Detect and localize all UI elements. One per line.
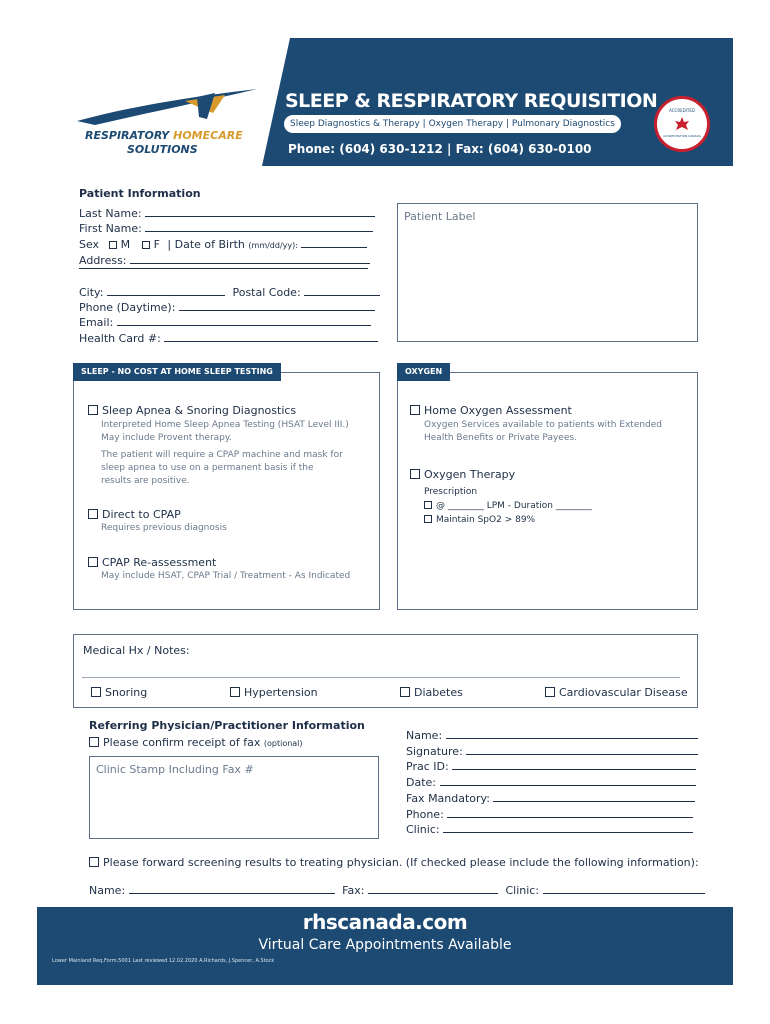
badge-bottom-text: ACCREDITATION CANADA xyxy=(663,134,701,138)
confirm-fax-checkbox[interactable] xyxy=(89,737,99,747)
patient-label-box[interactable] xyxy=(397,203,698,342)
physician-name-field[interactable] xyxy=(446,738,698,739)
prac-id-label: Prac ID: xyxy=(406,760,449,774)
forward-fax-label: Fax: xyxy=(342,884,365,897)
page-title: SLEEP & RESPIRATORY REQUISITION xyxy=(285,90,658,112)
first-name-label: First Name: xyxy=(79,222,142,235)
patient-label-text: Patient Label xyxy=(404,210,476,223)
email-label: Email: xyxy=(79,316,114,329)
signature-field[interactable] xyxy=(466,754,698,755)
dob-format: (mm/dd/yy): xyxy=(248,241,298,250)
oxygen-therapy-title: Oxygen Therapy xyxy=(424,468,516,481)
cardiovascular-checkbox[interactable] xyxy=(545,687,555,697)
city-label: City: xyxy=(79,286,104,299)
forward-results-text: Please forward screening results to treating physician. (If checked please include the following information): xyxy=(103,856,699,869)
physician-clinic-label: Clinic: xyxy=(406,823,440,837)
diabetes-checkbox[interactable] xyxy=(400,687,410,697)
first-name-field[interactable] xyxy=(145,231,373,232)
sleep-apnea-title: Sleep Apnea & Snoring Diagnostics xyxy=(102,404,297,417)
sleep-section-tag: SLEEP - NO COST AT HOME SLEEP TESTING xyxy=(73,363,281,381)
spo2-text: Maintain SpO2 > 89% xyxy=(436,515,536,525)
clinic-stamp-text: Clinic Stamp Including Fax # xyxy=(96,763,254,776)
hypertension-label: Hypertension xyxy=(244,686,318,699)
confirm-fax-optional: (optional) xyxy=(263,739,303,748)
email-field[interactable] xyxy=(117,325,371,326)
sex-female-checkbox[interactable] xyxy=(142,241,150,249)
city-field[interactable] xyxy=(107,295,225,296)
direct-cpap-title: Direct to CPAP xyxy=(102,508,181,521)
dob-label: | Date of Birth xyxy=(167,238,245,251)
phone-field[interactable] xyxy=(179,310,375,311)
direct-cpap-desc: Requires previous diagnosis xyxy=(101,523,227,533)
forward-clinic-field[interactable] xyxy=(543,893,705,894)
medical-notes-label: Medical Hx / Notes: xyxy=(83,644,190,657)
forward-clinic-label: Clinic: xyxy=(505,884,540,897)
postal-code-field[interactable] xyxy=(304,295,380,296)
medical-notes-field[interactable] xyxy=(82,677,680,678)
sex-label: Sex xyxy=(79,238,100,251)
address-field[interactable] xyxy=(130,263,370,264)
subtitle-text: Sleep Diagnostics & Therapy | Oxygen Therapy | Pulmonary Diagnostics xyxy=(290,119,615,129)
company-logo xyxy=(75,85,265,160)
cardiovascular-label: Cardiovascular Disease xyxy=(559,686,688,699)
cpap-reassessment-title: CPAP Re-assessment xyxy=(102,556,217,569)
physician-section-title: Referring Physician/Practitioner Information xyxy=(89,719,365,732)
health-card-field[interactable] xyxy=(164,341,378,342)
snoring-checkbox[interactable] xyxy=(91,687,101,697)
logo-text-homecare: HOMECARE xyxy=(173,129,243,142)
direct-cpap-checkbox[interactable] xyxy=(88,509,98,519)
date-label: Date: xyxy=(406,776,436,790)
sleep-apnea-desc-5: results are positive. xyxy=(101,476,190,486)
physician-clinic-field[interactable] xyxy=(443,832,693,833)
footer-website[interactable]: rhscanada.com xyxy=(302,910,468,934)
footer-fine-print: Lower Mainland Req.Form.5001 Last reviewed 12.02.2020 A.Richards, J.Spencer, A.Stock xyxy=(52,958,275,964)
logo-text-respiratory: RESPIRATORY xyxy=(85,129,170,142)
forward-name-label: Name: xyxy=(89,884,126,897)
postal-code-label: Postal Code: xyxy=(232,286,301,299)
dob-field[interactable] xyxy=(301,247,367,248)
cpap-reassessment-checkbox[interactable] xyxy=(88,557,98,567)
logo-text-solutions: SOLUTIONS xyxy=(127,143,198,156)
physician-phone-field[interactable] xyxy=(447,817,693,818)
fax-mandatory-label: Fax Mandatory: xyxy=(406,791,490,805)
fax-mandatory-field[interactable] xyxy=(493,801,695,802)
prac-id-field[interactable] xyxy=(452,769,696,770)
sex-male-checkbox[interactable] xyxy=(109,241,117,249)
last-name-field[interactable] xyxy=(145,216,375,217)
oxygen-section-tag: OXYGEN xyxy=(397,363,450,381)
address-field-line2[interactable] xyxy=(79,268,368,269)
phone-label: Phone (Daytime): xyxy=(79,301,176,314)
snoring-label: Snoring xyxy=(105,686,148,699)
home-oxygen-checkbox[interactable] xyxy=(410,405,420,415)
patient-section-title: Patient Information xyxy=(79,187,201,200)
date-field[interactable] xyxy=(440,785,696,786)
sleep-apnea-desc-1: Interpreted Home Sleep Apnea Testing (HSAT Level III.) xyxy=(101,420,349,430)
diabetes-label: Diabetes xyxy=(414,686,463,699)
accreditation-badge xyxy=(654,96,710,152)
confirm-fax-label: Please confirm receipt of fax xyxy=(103,736,261,749)
forward-results-checkbox[interactable] xyxy=(89,857,99,867)
last-name-label: Last Name: xyxy=(79,207,142,220)
sex-female-label: F xyxy=(153,238,160,251)
physician-phone-label: Phone: xyxy=(406,807,444,821)
sleep-apnea-desc-3: The patient will require a CPAP machine and mask for xyxy=(101,450,343,460)
home-oxygen-desc-1: Oxygen Services available to patients with Extended xyxy=(424,420,663,430)
prescription-label: Prescription xyxy=(424,487,478,497)
oxygen-therapy-checkbox[interactable] xyxy=(410,469,420,479)
badge-top-text: ACCREDITED xyxy=(669,108,695,113)
lpm-checkbox[interactable] xyxy=(424,501,432,509)
sleep-apnea-desc-2: May include Provent therapy. xyxy=(101,433,232,443)
contact-info: Phone: (604) 630-1212 | Fax: (604) 630-0100 xyxy=(288,142,592,156)
address-label: Address: xyxy=(79,254,127,267)
subtitle-pill xyxy=(284,115,621,133)
hypertension-checkbox[interactable] xyxy=(230,687,240,697)
signature-label: Signature: xyxy=(406,744,463,758)
lpm-text: @ ________ LPM - Duration ________ xyxy=(436,501,592,511)
sex-male-label: M xyxy=(120,238,131,251)
forward-name-field[interactable] xyxy=(129,893,335,894)
home-oxygen-desc-2: Health Benefits or Private Payees. xyxy=(424,433,577,443)
cpap-reassessment-desc: May include HSAT, CPAP Trial / Treatment - As Indicated xyxy=(101,571,351,581)
forward-fax-field[interactable] xyxy=(368,893,498,894)
sleep-apnea-desc-4: sleep apnea to use on a permanent basis if the xyxy=(101,463,314,473)
sleep-apnea-checkbox[interactable] xyxy=(88,405,98,415)
logo-swoosh-icon xyxy=(75,85,265,130)
maple-leaf-icon xyxy=(674,117,690,131)
spo2-checkbox[interactable] xyxy=(424,515,432,523)
footer-tagline: Virtual Care Appointments Available xyxy=(258,937,512,953)
physician-name-label: Name: xyxy=(406,729,443,742)
home-oxygen-title: Home Oxygen Assessment xyxy=(424,404,572,417)
health-card-label: Health Card #: xyxy=(79,332,161,345)
clinic-stamp-box[interactable] xyxy=(89,756,379,839)
